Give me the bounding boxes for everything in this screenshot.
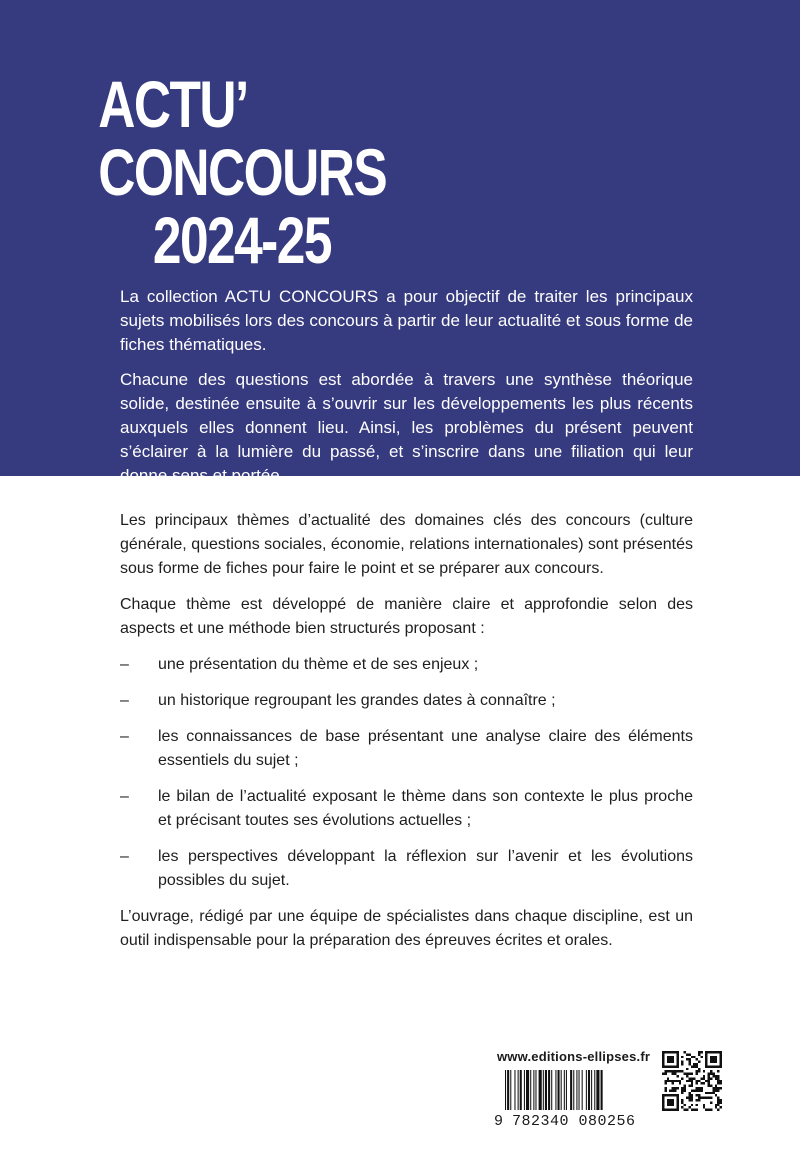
- qr-module: [681, 1087, 683, 1089]
- qr-module: [698, 1053, 700, 1055]
- qr-module: [674, 1080, 676, 1082]
- list-item: [120, 653, 693, 677]
- qr-module: [686, 1053, 688, 1055]
- qr-module: [696, 1058, 698, 1060]
- qr-module: [717, 1089, 719, 1091]
- barcode-bar: [535, 1070, 536, 1110]
- qr-module: [693, 1056, 695, 1058]
- qr-module: [712, 1075, 714, 1077]
- qr-module: [676, 1075, 678, 1077]
- qr-module: [664, 1082, 666, 1084]
- qr-module: [676, 1080, 678, 1082]
- qr-module: [715, 1085, 717, 1087]
- qr-module: [691, 1056, 693, 1058]
- qr-module: [696, 1073, 698, 1075]
- qr-module: [693, 1109, 695, 1111]
- qr-module: [703, 1077, 705, 1079]
- qr-module: [696, 1065, 698, 1067]
- barcode-bar: [591, 1070, 592, 1110]
- barcode-bar: [533, 1070, 534, 1110]
- title-line-3: 2024-25: [152, 203, 331, 277]
- barcode-bar: [507, 1070, 509, 1110]
- barcode-bar: [594, 1070, 595, 1110]
- qr-module: [696, 1094, 698, 1096]
- qr-module: [700, 1089, 702, 1091]
- barcode-bar: [596, 1070, 599, 1110]
- qr-module: [679, 1080, 681, 1082]
- qr-module: [686, 1109, 688, 1111]
- qr-module: [688, 1053, 690, 1055]
- qr-module: [681, 1077, 683, 1079]
- qr-module: [672, 1073, 674, 1075]
- qr-module: [712, 1087, 714, 1089]
- barcode-bar: [505, 1070, 506, 1110]
- qr-module: [710, 1097, 712, 1099]
- qr-module: [720, 1101, 722, 1103]
- qr-module: [703, 1106, 705, 1108]
- qr-module: [698, 1070, 700, 1072]
- qr-module: [696, 1099, 698, 1101]
- qr-module: [712, 1092, 714, 1094]
- qr-module: [664, 1080, 666, 1082]
- qr-module: [696, 1063, 698, 1065]
- qr-module: [667, 1070, 669, 1072]
- qr-module: [681, 1061, 683, 1063]
- isbn-barcode: [505, 1070, 645, 1110]
- qr-module: [696, 1089, 698, 1091]
- qr-module: [720, 1099, 722, 1101]
- title-line-2: CONCOURS: [98, 135, 387, 209]
- qr-module: [669, 1070, 671, 1072]
- features-list: [120, 653, 693, 893]
- qr-module: [715, 1077, 717, 1079]
- qr-module: [686, 1080, 688, 1082]
- intro-paragraph: La collection ACTU CONCOURS a pour objectif de traiter les principaux sujets mobilisés lors des concours à partir de leur actualité et sous forme de fiches thématiques.: [120, 287, 693, 354]
- qr-module: [700, 1097, 702, 1099]
- body-paragraph: Les principaux thèmes d’actualité des domaines clés des concours (culture générale, questions sociales, économie, relations internationales) sont présentés sous forme de fiches pour faire le point et se préparer aux concours.: [120, 512, 693, 577]
- isbn-digits: 782340 080256: [512, 1113, 636, 1130]
- qr-module: [705, 1097, 707, 1099]
- bullet-dash: –: [120, 692, 129, 709]
- qr-module: [672, 1080, 674, 1082]
- qr-module: [717, 1101, 719, 1103]
- barcode-bar: [558, 1070, 560, 1110]
- qr-module: [698, 1087, 700, 1089]
- qr-module: [684, 1109, 686, 1111]
- qr-module: [717, 1087, 719, 1089]
- qr-module: [684, 1073, 686, 1075]
- qr-module: [715, 1106, 717, 1108]
- qr-module: [715, 1104, 717, 1106]
- qr-module: [705, 1092, 707, 1094]
- qr-module: [664, 1087, 666, 1089]
- qr-module: [700, 1056, 702, 1058]
- barcode-bar: [548, 1070, 550, 1110]
- barcode-bar: [573, 1070, 574, 1110]
- barcode-bar: [576, 1070, 577, 1110]
- barcode-bar: [570, 1070, 572, 1110]
- qr-module: [686, 1068, 688, 1070]
- list-item: [120, 725, 693, 773]
- qr-module: [715, 1094, 717, 1096]
- qr-module: [681, 1092, 683, 1094]
- barcode-bar: [582, 1070, 583, 1110]
- qr-module: [710, 1073, 712, 1075]
- barcode-bar: [530, 1070, 531, 1110]
- qr-module: [717, 1099, 719, 1101]
- qr-module: [696, 1080, 698, 1082]
- list-item-text: les connaissances de base présentant une analyse claire des éléments essentiels du sujet ;: [158, 728, 693, 769]
- qr-module: [662, 1073, 664, 1075]
- qr-module: [700, 1051, 702, 1053]
- qr-module: [676, 1087, 678, 1089]
- qr-module: [681, 1106, 683, 1108]
- qr-module: [693, 1063, 695, 1065]
- list-item-text: le bilan de l’actualité exposant le thème dans son contexte le plus proche et précisant toutes ses évolutions actuelles ;: [158, 788, 693, 829]
- barcode-bar: [586, 1070, 587, 1110]
- qr-module: [681, 1056, 683, 1058]
- qr-module: [691, 1082, 693, 1084]
- qr-module: [696, 1104, 698, 1106]
- qr-module: [708, 1077, 710, 1079]
- qr-module: [672, 1082, 674, 1084]
- qr-module: [698, 1097, 700, 1099]
- barcode-bar: [564, 1070, 565, 1110]
- qr-module: [700, 1082, 702, 1084]
- qr-module: [676, 1070, 678, 1072]
- qr-module: [688, 1085, 690, 1087]
- qr-module: [717, 1075, 719, 1077]
- qr-module: [686, 1058, 688, 1060]
- barcode-bar: [518, 1070, 519, 1110]
- qr-module: [715, 1089, 717, 1091]
- qr-module: [691, 1065, 693, 1067]
- qr-module: [674, 1070, 676, 1072]
- qr-module: [712, 1089, 714, 1091]
- qr-module: [688, 1092, 690, 1094]
- qr-module: [688, 1061, 690, 1063]
- qr-module: [708, 1097, 710, 1099]
- qr-module: [679, 1070, 681, 1072]
- list-item: [120, 785, 693, 833]
- cover-header-panel: [0, 0, 800, 485]
- qr-module: [696, 1082, 698, 1084]
- bullet-dash: –: [120, 656, 129, 673]
- qr-module: [705, 1080, 707, 1082]
- qr-code-icon: [662, 1051, 722, 1111]
- qr-module: [703, 1070, 705, 1072]
- qr-module: [688, 1094, 690, 1096]
- qr-module: [708, 1082, 710, 1084]
- qr-module: [672, 1089, 674, 1091]
- qr-module: [691, 1094, 693, 1096]
- qr-module: [664, 1089, 666, 1091]
- qr-module: [698, 1099, 700, 1101]
- qr-module: [672, 1087, 674, 1089]
- bullet-dash: –: [120, 728, 129, 745]
- qr-module: [698, 1068, 700, 1070]
- qr-module: [684, 1085, 686, 1087]
- body-paragraph: L’ouvrage, rédigé par une équipe de spécialistes dans chaque discipline, est un outil indispensable pour la préparation des épreuves écrites et orales.: [120, 908, 693, 949]
- qr-module: [717, 1109, 719, 1111]
- qr-module: [681, 1099, 683, 1101]
- qr-module: [674, 1073, 676, 1075]
- isbn-first-digit: 9: [494, 1113, 504, 1130]
- barcode-bar: [520, 1070, 522, 1110]
- qr-module: [708, 1073, 710, 1075]
- barcode-bar: [539, 1070, 542, 1110]
- qr-module: [684, 1089, 686, 1091]
- qr-module: [691, 1097, 693, 1099]
- qr-module: [696, 1109, 698, 1111]
- qr-module: [717, 1080, 719, 1082]
- bullet-dash: –: [120, 788, 129, 805]
- barcode-bar: [579, 1070, 580, 1110]
- qr-module: [688, 1080, 690, 1082]
- qr-module: [698, 1080, 700, 1082]
- title-line-1: ACTU’: [98, 67, 248, 141]
- qr-module: [691, 1077, 693, 1079]
- qr-module: [708, 1080, 710, 1082]
- bullet-dash: –: [120, 848, 129, 865]
- barcode-bar: [588, 1070, 590, 1110]
- intro-paragraph: Chacune des questions est abordée à travers une synthèse théorique solide, destinée ensuite à s’ouvrir sur les développements les plus récents auxquels elles donnent lieu. Ainsi, les problèmes du présent peuvent s’éclairer à la lumière du passé, et s’inscrire dans une filiation qui leur donne sens et portée.: [120, 370, 693, 485]
- qr-module: [669, 1089, 671, 1091]
- qr-finder-center: [710, 1056, 717, 1063]
- qr-module: [705, 1109, 707, 1111]
- body-paragraph: Chaque thème est développé de manière claire et approfondie selon des aspects et une méthode bien structurés proposant :: [120, 596, 693, 637]
- qr-module: [684, 1087, 686, 1089]
- qr-module: [664, 1070, 666, 1072]
- qr-module: [681, 1063, 683, 1065]
- qr-module: [708, 1109, 710, 1111]
- qr-module: [674, 1087, 676, 1089]
- intro-text: [120, 285, 693, 499]
- qr-module: [720, 1087, 722, 1089]
- qr-module: [710, 1070, 712, 1072]
- qr-module: [669, 1080, 671, 1082]
- qr-module: [686, 1075, 688, 1077]
- barcode-bar: [601, 1070, 603, 1110]
- qr-finder-center: [667, 1099, 674, 1106]
- qr-module: [667, 1077, 669, 1079]
- qr-module: [684, 1051, 686, 1053]
- qr-module: [717, 1070, 719, 1072]
- qr-module: [710, 1085, 712, 1087]
- qr-module: [708, 1092, 710, 1094]
- qr-module: [691, 1080, 693, 1082]
- qr-module: [720, 1082, 722, 1084]
- qr-module: [703, 1082, 705, 1084]
- qr-module: [688, 1106, 690, 1108]
- qr-module: [698, 1089, 700, 1091]
- qr-module: [681, 1070, 683, 1072]
- qr-module: [708, 1075, 710, 1077]
- list-item-text: les perspectives développant la réflexion sur l’avenir et les évolutions possibles du sujet.: [158, 848, 693, 889]
- qr-module: [686, 1097, 688, 1099]
- list-item-text: un historique regroupant les grandes dates à connaître ;: [158, 692, 556, 709]
- qr-module: [691, 1104, 693, 1106]
- barcode-bar: [514, 1070, 515, 1110]
- qr-module: [703, 1075, 705, 1077]
- qr-module: [691, 1085, 693, 1087]
- qr-module: [688, 1097, 690, 1099]
- qr-module: [698, 1094, 700, 1096]
- qr-module: [688, 1073, 690, 1075]
- barcode-bar: [524, 1070, 525, 1110]
- qr-module: [710, 1092, 712, 1094]
- qr-module: [715, 1075, 717, 1077]
- barcode-bar: [545, 1070, 547, 1110]
- qr-module: [693, 1077, 695, 1079]
- qr-module: [710, 1077, 712, 1079]
- qr-module: [681, 1101, 683, 1103]
- barcode-bar: [555, 1070, 556, 1110]
- qr-module: [710, 1101, 712, 1103]
- qr-module: [720, 1080, 722, 1082]
- qr-module: [708, 1085, 710, 1087]
- qr-module: [674, 1089, 676, 1091]
- qr-module: [703, 1097, 705, 1099]
- barcode-bar: [566, 1070, 567, 1110]
- qr-module: [698, 1051, 700, 1053]
- qr-module: [700, 1087, 702, 1089]
- qr-module: [700, 1077, 702, 1079]
- qr-module: [688, 1077, 690, 1079]
- list-item-text: une présentation du thème et de ses enjeux ;: [158, 656, 479, 673]
- qr-module: [691, 1089, 693, 1091]
- barcode-bar: [526, 1070, 529, 1110]
- qr-module: [717, 1104, 719, 1106]
- qr-module: [696, 1087, 698, 1089]
- qr-module: [691, 1073, 693, 1075]
- list-item: [120, 689, 693, 713]
- qr-module: [715, 1087, 717, 1089]
- qr-module: [717, 1082, 719, 1084]
- qr-module: [688, 1099, 690, 1101]
- qr-module: [672, 1070, 674, 1072]
- qr-module: [693, 1089, 695, 1091]
- qr-module: [691, 1099, 693, 1101]
- barcode-bar: [551, 1070, 552, 1110]
- qr-module: [667, 1080, 669, 1082]
- qr-module: [691, 1109, 693, 1111]
- qr-module: [720, 1106, 722, 1108]
- barcode-bar: [543, 1070, 544, 1110]
- qr-module: [710, 1109, 712, 1111]
- barcode-bar: [510, 1070, 511, 1110]
- qr-module: [693, 1065, 695, 1067]
- qr-module: [712, 1073, 714, 1075]
- publisher-website[interactable]: www.editions-ellipses.fr: [497, 1049, 651, 1064]
- qr-module: [664, 1073, 666, 1075]
- barcode-bar: [561, 1070, 562, 1110]
- qr-module: [698, 1061, 700, 1063]
- qr-module: [688, 1058, 690, 1060]
- qr-module: [681, 1089, 683, 1091]
- qr-module: [703, 1104, 705, 1106]
- qr-module: [684, 1104, 686, 1106]
- qr-module: [688, 1063, 690, 1065]
- qr-module: [717, 1077, 719, 1079]
- qr-finder-center: [667, 1056, 674, 1063]
- qr-module: [717, 1097, 719, 1099]
- list-item: [120, 845, 693, 893]
- qr-module: [679, 1082, 681, 1084]
- back-cover-description: [120, 509, 693, 965]
- qr-module: [696, 1070, 698, 1072]
- qr-module: [686, 1073, 688, 1075]
